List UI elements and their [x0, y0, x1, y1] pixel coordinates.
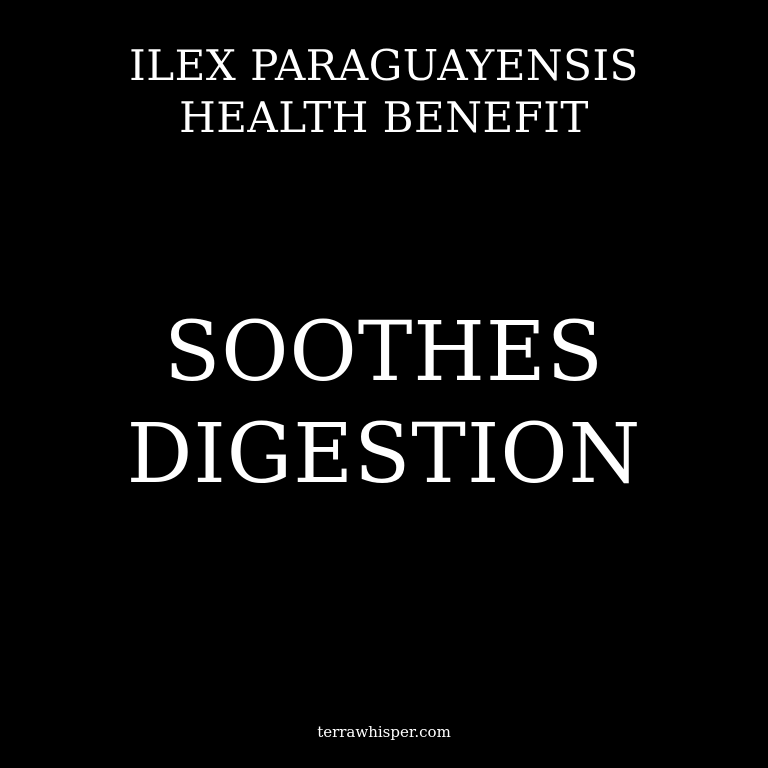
benefit-line-2: DIGESTION [126, 407, 642, 502]
benefit-line-1: SOOTHES [164, 305, 604, 400]
header-title-line-1: ILEX PARAGUAYENSIS [129, 41, 639, 90]
poster-header [0, 40, 768, 144]
header-title-line-2: HEALTH BENEFIT [179, 93, 589, 142]
benefit-headline [0, 302, 768, 506]
footer-website: terrawhisper.com [317, 723, 451, 741]
